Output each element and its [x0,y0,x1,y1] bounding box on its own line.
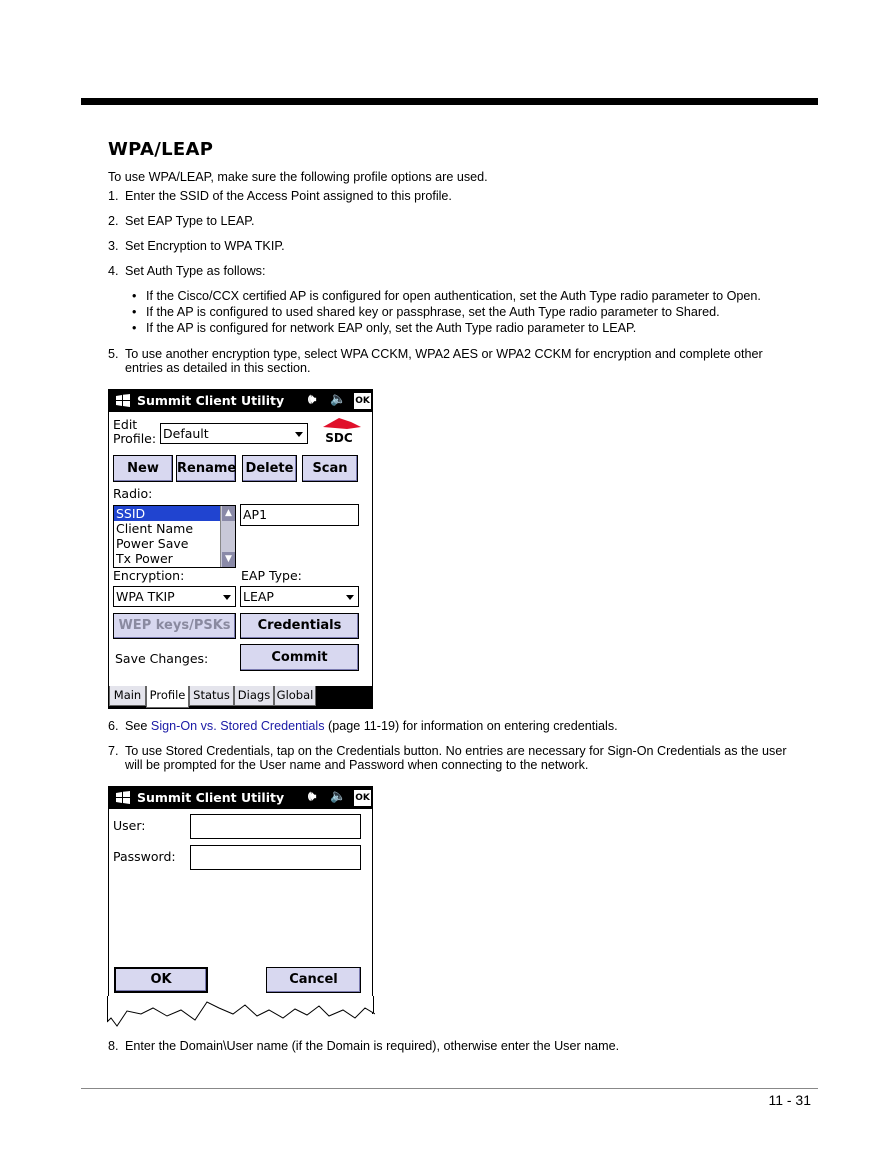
bottom-rule [81,1088,818,1089]
speaker-icon[interactable]: 🔈 [330,789,347,804]
commit-button[interactable]: Commit [240,644,359,671]
wep-keys-button[interactable]: WEP keys/PSKs [113,613,236,639]
profile-screenshot [108,389,373,709]
step-text: Set Auth Type as follows: [125,264,266,278]
step-text: Set Encryption to WPA TKIP. [125,239,285,253]
top-rule [81,98,818,105]
tab-main[interactable]: Main [109,686,146,706]
new-button[interactable]: New [113,455,173,482]
step-text: Enter the Domain\User name (if the Domain is required), otherwise enter the User name. [125,1039,620,1053]
list-item[interactable]: Client Name [116,521,194,536]
scroll-down-icon[interactable]: ▼ [222,552,235,567]
tab-bar [109,686,372,709]
step-number: 8. [108,1039,119,1053]
user-label: User: [113,818,146,833]
step-number: 7. [108,744,119,758]
tab-diags[interactable]: Diags [234,686,274,706]
delete-button[interactable]: Delete [242,455,297,482]
title-bar [109,787,372,809]
step-3 [108,239,285,253]
step-number: 1. [108,189,119,203]
eap-type-label: EAP Type: [241,568,302,583]
ok-dialog-button[interactable]: OK [114,967,208,993]
speaker-icon[interactable]: 🔈 [330,392,347,407]
encryption-label: Encryption: [113,568,185,583]
bullet-item: • If the AP is configured for network EAP only, set the Auth Type radio parameter to LEAP. [133,321,636,335]
windows-flag-icon [115,393,131,408]
title-bar [109,390,372,412]
chevron-down-icon [295,432,303,437]
signal-icon[interactable]: 🕪 [308,789,317,804]
cancel-button[interactable]: Cancel [266,967,361,993]
password-label: Password: [113,849,176,864]
password-input[interactable] [190,845,361,870]
credentials-button[interactable]: Credentials [240,613,359,639]
tab-profile[interactable]: Profile [146,686,189,708]
edit-profile-label: Edit Profile: [113,417,157,446]
tab-status[interactable]: Status [189,686,234,706]
sdc-logo [317,418,361,444]
page-number: 11 - 31 [768,1092,811,1108]
app-title: Summit Client Utility [137,790,285,805]
eap-type-dropdown[interactable]: LEAP [240,586,359,607]
step-text: Set EAP Type to LEAP. [125,214,255,228]
svg-text:SDC: SDC [325,431,353,444]
credentials-screenshot [108,786,373,1014]
bullet-item: • If the Cisco/CCX certified AP is configured for open authentication, set the Auth Type radio parameter to Open. [133,289,761,303]
step-7 [108,744,787,758]
intro-text: To use WPA/LEAP, make sure the following profile options are used. [108,170,488,184]
ok-button[interactable]: OK [354,790,371,806]
step-6: 6. See Sign-On vs. Stored Credentials (page 11-19) for information on entering credentials. [108,719,618,733]
step-number: 3. [108,239,119,253]
list-item-ssid[interactable]: SSID [114,506,220,521]
signal-icon[interactable]: 🕪 [308,392,317,407]
ssid-input[interactable]: AP1 [240,504,359,526]
user-input[interactable] [190,814,361,839]
windows-flag-icon [115,790,131,805]
app-title: Summit Client Utility [137,393,285,408]
step-7-continued: will be prompted for the User name and Password when connecting to the network. [125,758,589,772]
chevron-down-icon [346,595,354,600]
step-1 [108,189,452,203]
step-8 [108,1039,619,1053]
step-5-continued: entries as detailed in this section. [125,361,311,375]
radio-label: Radio: [113,486,153,501]
list-item[interactable]: Tx Power [116,551,173,566]
step-2 [108,214,255,228]
torn-edge [107,996,375,1032]
step-4 [108,264,265,278]
step-number: 6. [108,719,119,733]
save-changes-label: Save Changes: [115,651,209,666]
bullet-item: • If the AP is configured to used shared key or passphrase, set the Auth Type radio parameter to Shared. [133,305,720,319]
chevron-down-icon [223,595,231,600]
rename-button[interactable]: Rename [176,455,236,482]
scan-button[interactable]: Scan [302,455,358,482]
section-heading: WPA/LEAP [108,139,214,160]
step-number: 5. [108,347,119,361]
encryption-dropdown[interactable]: WPA TKIP [113,586,236,607]
scrollbar[interactable] [220,506,235,567]
step-number: 4. [108,264,119,278]
step-text: To use Stored Credentials, tap on the Credentials button. No entries are necessary for Sign-On Credentials as the user [125,744,787,758]
tab-global[interactable]: Global [274,686,316,706]
ok-button[interactable]: OK [354,393,371,409]
scroll-up-icon[interactable]: ▲ [222,506,235,521]
step-text: Enter the SSID of the Access Point assigned to this profile. [125,189,452,203]
step-text: To use another encryption type, select WPA CCKM, WPA2 AES or WPA2 CCKM for encryption and complete other [125,347,763,361]
list-item[interactable]: Power Save [116,536,189,551]
cross-reference-link[interactable]: Sign-On vs. Stored Credentials [150,719,325,733]
step-5 [108,347,763,361]
step-number: 2. [108,214,119,228]
profile-dropdown[interactable]: Default [160,423,308,444]
radio-parameter-list[interactable] [113,505,236,568]
